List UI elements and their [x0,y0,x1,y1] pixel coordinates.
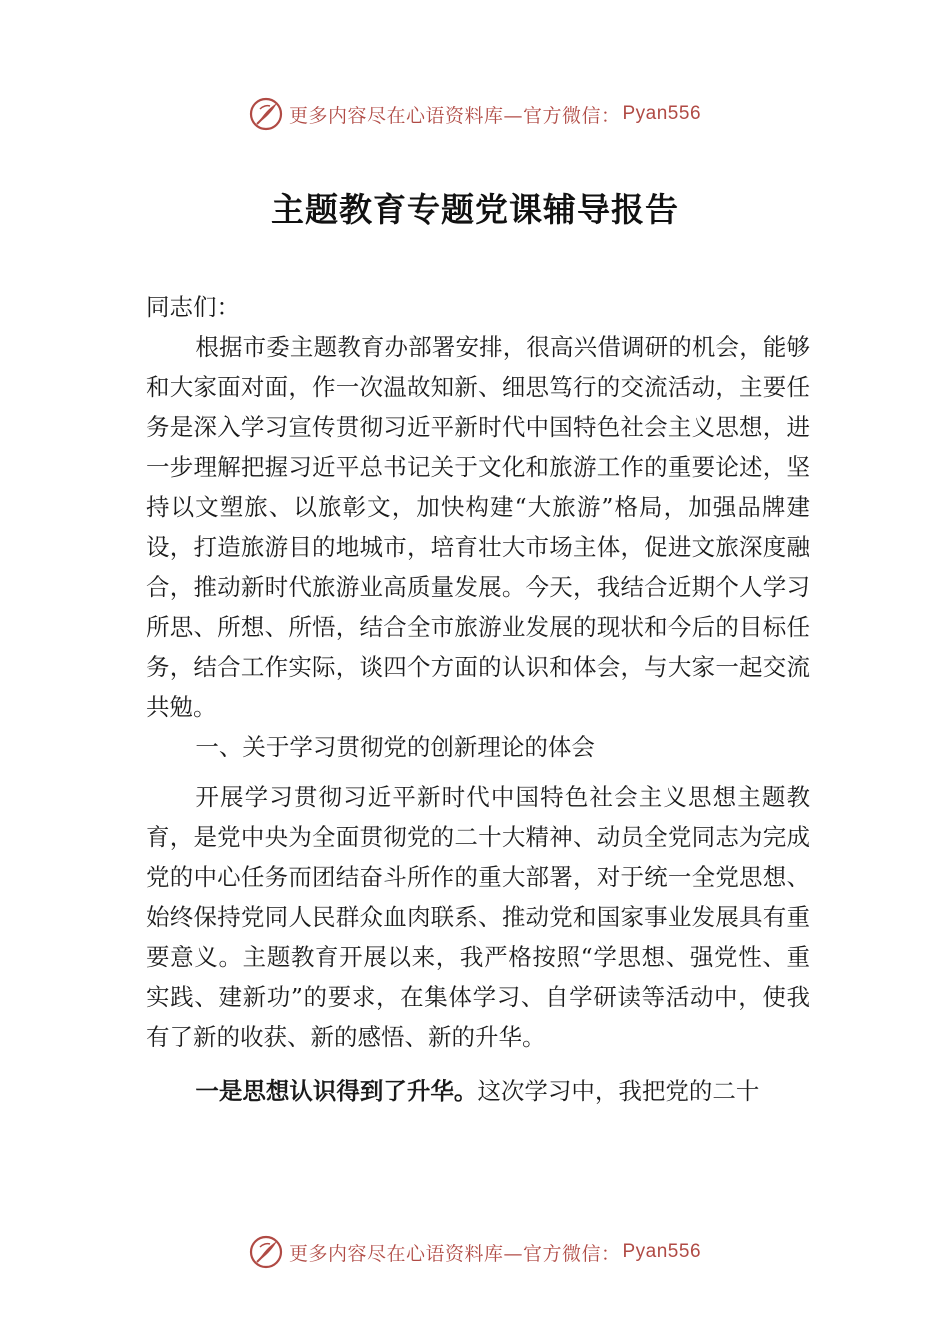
watermark-banner-bottom [0,1232,950,1272]
point-paragraph [146,1071,810,1111]
greeting: 同志们： [146,293,240,321]
point-text: 这次学习中，我把党的二十 [477,1077,760,1105]
watermark-handle: Pyan556 [622,1241,702,1262]
intro-paragraph: 根据市委主题教育办部署安排，很高兴借调研的机会，能够和大家面对面，作一次温故知新、细思笃行的交流活动，主要任务是深入学习宣传贯彻习近平新时代中国特色社会主义思想，进一步理解把握习近平总书记关于文化和旅游工作的重要论述，坚持以文塑旅、以旅彰文，加快构建“大旅游”格局，加强品牌建设，打造旅游目的地城市，培育壮大市场主体，促进文旅深度融合，推动新时代旅游业高质量发展。今天，我结合近期个人学习所思、所想、所悟，结合全市旅游业发展的现状和今后的目标任务，结合工作实际，谈四个方面的认识和体会，与大家一起交流共勉。 [146,333,810,721]
quill-logo-icon [249,1235,283,1269]
document-body [146,287,810,1111]
section-paragraph: 开展学习贯彻习近平新时代中国特色社会主义思想主题教育，是党中央为全面贯彻党的二十大精神、动员全党同志为完成党的中心任务而团结奋斗所作的重大部署，对于统一全党思想、始终保持党同人民群众血肉联系、推动党和国家事业发展具有重要意义。主题教育开展以来，我严格按照“学思想、强党性、重实践、建新功”的要求，在集体学习、自学研读等活动中，使我有了新的收获、新的感悟、新的升华。 [146,783,810,1051]
quill-logo-icon [249,97,283,131]
section-heading: 一、关于学习贯彻党的创新理论的体会 [195,733,595,761]
watermark-text: 更多内容尽在心语资料库—官方微信： [288,1242,621,1265]
document-title: 主题教育专题党课辅导报告 [271,190,679,229]
point-lead: 一是思想认识得到了升华。 [195,1077,478,1105]
watermark-text: 更多内容尽在心语资料库—官方微信： [288,104,621,127]
watermark-banner-top [0,94,950,134]
watermark-handle: Pyan556 [622,103,702,124]
